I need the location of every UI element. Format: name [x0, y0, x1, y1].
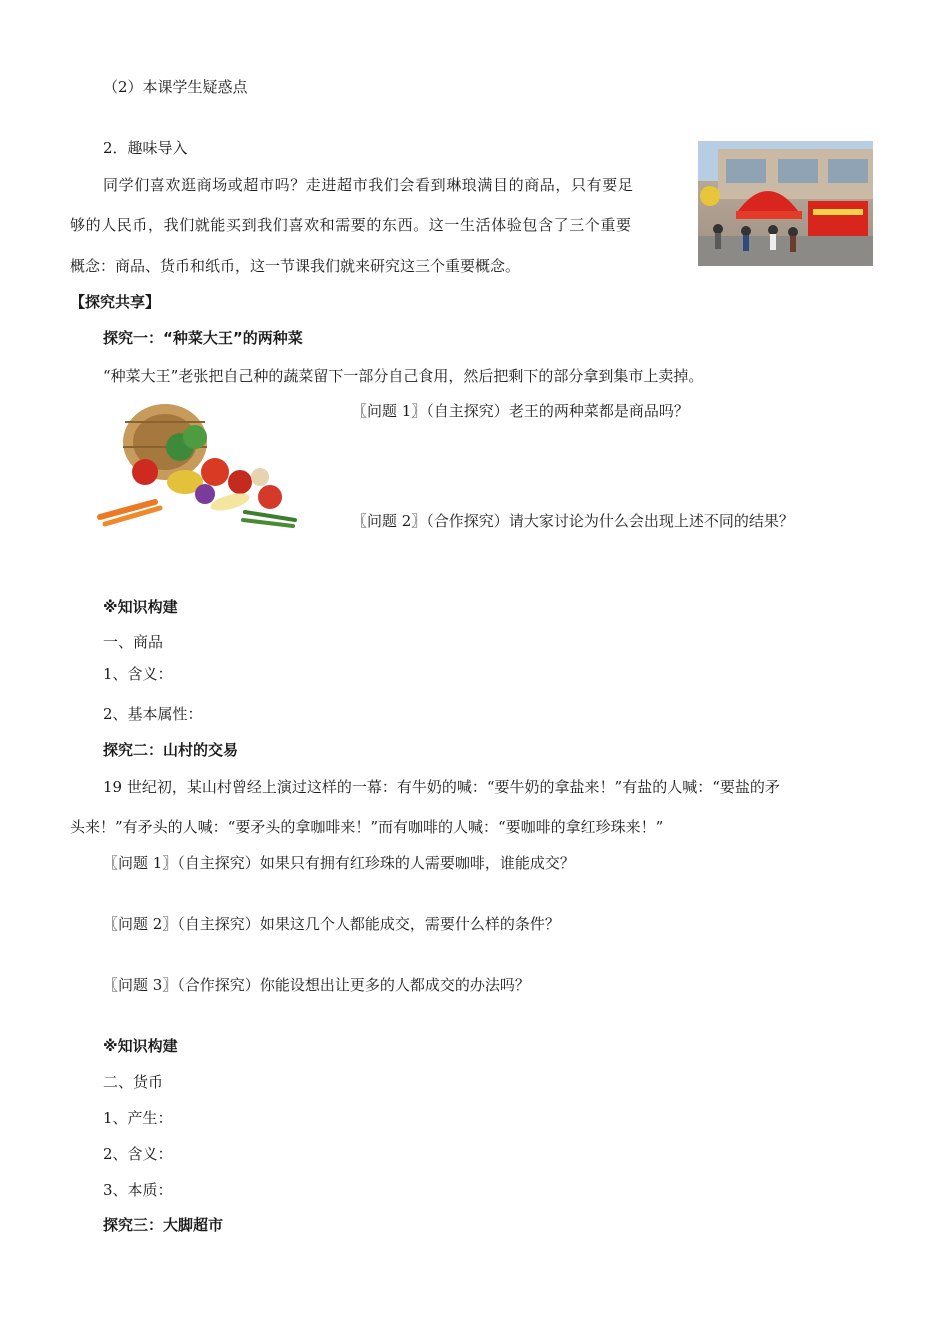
question-line: 〖问题 3〗（合作探究）你能设想出让更多的人都成交的办法吗？	[103, 976, 530, 994]
paragraph-line: “种菜大王”老张把自己种的蔬菜留下一部分自己食用，然后把剩下的部分拿到集市上卖掉。	[103, 367, 704, 385]
item-line: 1、含义：	[103, 665, 173, 683]
section-title-explore-share: 【探究共享】	[70, 293, 161, 311]
explore-two-title: 探究二：山村的交易	[103, 741, 239, 759]
paragraph-line: 够的人民币，我们就能买到我们喜欢和需要的东西。这一生活体验包含了三个重要	[70, 216, 632, 234]
question-line: 〖问题 2〗（合作探究）请大家讨论为什么会出现上述不同的结果？	[352, 512, 794, 530]
question-line: 〖问题 2〗（自主探究）如果这几个人都能成交，需要什么样的条件？	[103, 915, 560, 933]
paragraph-line: 头来！”有矛头的人喊：“要矛头的拿咖啡来！”而有咖啡的人喊：“要咖啡的拿红珍珠来！”	[70, 818, 664, 836]
knowledge-construction-title: ※知识构建	[103, 1037, 178, 1055]
question-line: 〖问题 1〗（自主探究）老王的两种菜都是商品吗？	[352, 402, 689, 420]
heading-currency: 二、货币	[103, 1073, 164, 1091]
item-line: 2、基本属性：	[103, 705, 203, 723]
item-line: 2、含义：	[103, 1145, 173, 1163]
knowledge-construction-title: ※知识构建	[103, 598, 178, 616]
paragraph-line: 同学们喜欢逛商场或超市吗？走进超市我们会看到琳琅满目的商品，只有要足	[103, 176, 634, 194]
vegetables-photo	[95, 402, 297, 530]
explore-three-title: 探究三：大脚超市	[103, 1216, 224, 1234]
section-heading: （2）本课学生疑惑点	[103, 78, 248, 96]
paragraph-line: 概念：商品、货币和纸币，这一节课我们就来研究这三个重要概念。	[70, 257, 521, 275]
item-line: 3、本质：	[103, 1181, 173, 1199]
question-line: 〖问题 1〗（自主探究）如果只有拥有红珍珠的人需要咖啡，谁能成交？	[103, 854, 575, 872]
supermarket-photo	[698, 141, 873, 266]
heading-commodity: 一、商品	[103, 633, 164, 651]
paragraph-line: 19 世纪初，某山村曾经上演过这样的一幕：有牛奶的喊：“要牛奶的拿盐来！”有盐的人喊：“要盐的矛	[103, 778, 780, 796]
section-heading: 2．趣味导入	[103, 139, 188, 157]
item-line: 1、产生：	[103, 1109, 173, 1127]
explore-one-title: 探究一：“种菜大王”的两种菜	[103, 329, 303, 347]
